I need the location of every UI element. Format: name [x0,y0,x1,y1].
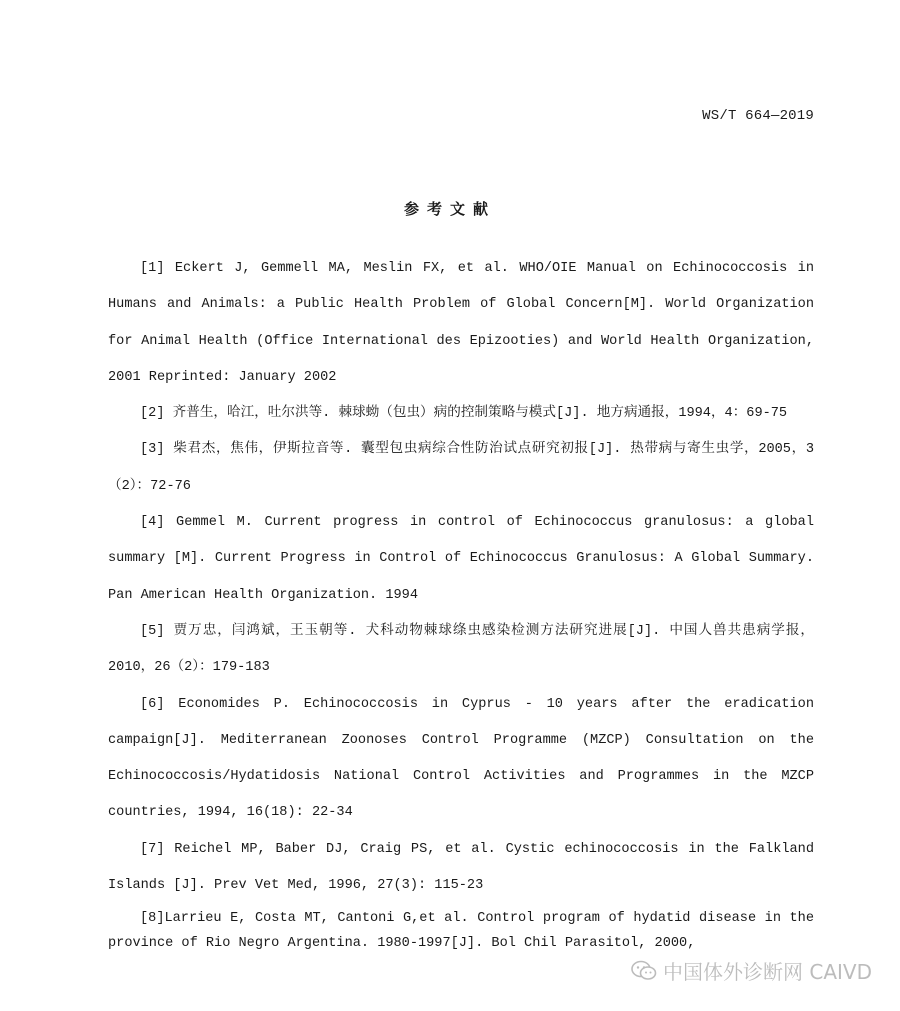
reference-item: [3] 柴君杰，焦伟，伊斯拉音等. 囊型包虫病综合性防治试点研究初报[J]. 热带病与寄生虫学，2005，3（2）：72-76 [108,442,814,494]
reference-item: [5] 贾万忠，闫鸿斌，王玉朝等. 犬科动物棘球绦虫感染检测方法研究进展[J]. 中国人兽共患病学报，2010，26（2）：179-183 [108,623,814,676]
standard-number: WS/T 664—2019 [702,108,814,124]
reference-list [108,251,814,956]
reference-item: [8]Larrieu E, Costa MT, Cantoni G,et al. Control program of hydatid disease in the province of Rio Negro Argentina. 1980-1997[J]. Bol Chil Parasitol, 2000, [108,911,814,952]
reference-item: [4] Gemmel M. Current progress in control of Echinococcus granulosus: a global summary [M]. Current Progress in Control of Echinococcus Granulosus: A Global Summary. Pan American Health Organization. 1994 [108,515,814,603]
reference-item: [7] Reichel MP, Baber DJ, Craig PS, et al. Cystic echinococcosis in the Falkland Islands [J]. Prev Vet Med, 1996, 27(3): 115-23 [108,841,814,894]
reference-item: [1] Eckert J, Gemmell MA, Meslin FX, et al. WHO/OIE Manual on Echinococcosis in Humans and Animals: a Public Health Problem of Global Concern[M]. World Organization for Animal Health (Office International des Epizooties) and World Health Organization, 2001 Reprinted: January 2002 [108,261,814,385]
reference-item: [6] Economides P. Echinococcosis in Cyprus - 10 years after the eradication campaign[J]. Mediterranean Zoonoses Control Programme (MZCP) Consultation on the Echinococcosis/Hydatidosis National Control Activities and Programmes in the MZCP countries, 1994, 16(18): 22-34 [108,696,814,821]
page-title: 参考文献 [403,200,496,218]
wechat-icon [631,960,657,982]
watermark [631,956,872,985]
reference-item: [2] 齐普生，哈江，吐尔洪等. 棘球蚴（包虫）病的控制策略与模式[J]. 地方病通报，1994，4：69-75 [140,406,788,422]
watermark-text: 中国体外诊断网 CAIVD [663,960,872,984]
